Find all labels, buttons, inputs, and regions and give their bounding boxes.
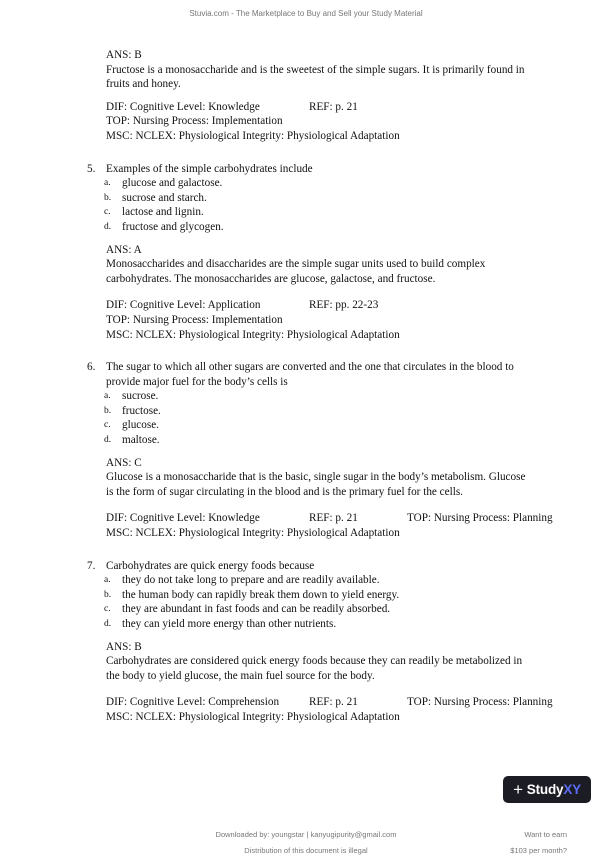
rationale-line: is the form of sugar circulating in the blood and is the primary fuel for the cells. <box>106 485 463 498</box>
meta-msc: MSC: NCLEX: Physiological Integrity: Physiological Adaptation <box>106 527 400 540</box>
option-letter: a. <box>104 178 111 189</box>
answer-key: ANS: C <box>106 456 142 469</box>
option-text: fructose and glycogen. <box>122 220 224 233</box>
stem-line: Examples of the simple carbohydrates include <box>106 162 313 175</box>
option-text: they do not take long to prepare and are readily available. <box>122 574 380 587</box>
option-text: they are abundant in fast foods and can be readily absorbed. <box>122 603 391 616</box>
option-a <box>87 176 577 191</box>
stem-line: The sugar to which all other sugars are converted and the one that circulates in the blood to <box>106 361 514 374</box>
meta-ref: REF: p. 21 <box>309 100 358 113</box>
meta-block <box>106 298 577 342</box>
option-text: lactose and lignin. <box>122 206 204 219</box>
answer-block-q4 <box>106 48 577 144</box>
meta-msc: MSC: NCLEX: Physiological Integrity: Physiological Adaptation <box>106 710 400 723</box>
answer-block <box>106 456 577 541</box>
option-a <box>87 389 577 404</box>
option-c <box>87 602 577 617</box>
option-a <box>87 573 577 588</box>
meta-dif: DIF: Cognitive Level: Application <box>106 299 261 312</box>
meta-msc: MSC: NCLEX: Physiological Integrity: Physiological Adaptation <box>106 328 400 341</box>
question-5 <box>87 162 577 343</box>
meta-top: TOP: Nursing Process: Planning <box>407 512 553 525</box>
answer-block <box>106 243 577 343</box>
question-stem <box>87 360 577 389</box>
option-text: sucrose. <box>122 390 159 403</box>
option-letter: d. <box>104 619 112 629</box>
earn-link-line1[interactable]: Want to earn <box>524 830 567 839</box>
option-text: glucose and galactose. <box>122 177 223 190</box>
option-text: they can yield more energy than other nutrients. <box>122 618 337 630</box>
meta-block <box>106 511 577 540</box>
option-letter: b. <box>104 589 112 600</box>
option-text: sucrose and starch. <box>122 191 207 204</box>
option-letter: d. <box>104 221 112 232</box>
option-c <box>87 205 577 220</box>
option-d <box>87 220 577 235</box>
meta-dif: DIF: Cognitive Level: Knowledge <box>106 100 260 113</box>
option-letter: c. <box>104 207 111 218</box>
answer-key: ANS: A <box>106 243 142 256</box>
meta-msc: MSC: NCLEX: Physiological Integrity: Physiological Adaptation <box>106 129 400 142</box>
option-text: fructose. <box>122 404 161 417</box>
option-letter: d. <box>104 435 112 446</box>
option-letter: a. <box>104 391 111 402</box>
option-c <box>87 418 577 433</box>
option-text: the human body can rapidly break them down to yield energy. <box>122 588 400 601</box>
option-letter: a. <box>104 575 111 586</box>
option-text: maltose. <box>122 434 160 447</box>
answer-key: ANS: B <box>106 640 142 653</box>
stem-line: provide major fuel for the body’s cells is <box>106 375 288 388</box>
option-b <box>87 191 577 206</box>
question-number: 7. <box>87 559 96 572</box>
option-d <box>87 433 577 448</box>
downloaded-by-text: Downloaded by: youngstar | kanyugipurity@gmail.com <box>215 830 397 839</box>
question-7 <box>87 559 577 725</box>
meta-ref: REF: p. 21 <box>309 696 358 709</box>
meta-block <box>106 100 577 144</box>
meta-ref: REF: p. 21 <box>309 512 358 525</box>
meta-top: TOP: Nursing Process: Planning <box>407 696 553 709</box>
question-stem <box>87 162 577 177</box>
distribution-illegal-text: Distribution of this document is illegal <box>244 846 368 855</box>
rationale-line: the body to yield glucose, the main fuel source for the body. <box>106 669 375 682</box>
rationale-line: Glucose is a monosaccharide that is the basic, single sugar in the body’s metabolism. Glucose <box>106 471 526 484</box>
rationale-line: Fructose is a monosaccharide and is the sweetest of the simple sugars. It is primarily found in <box>106 63 525 76</box>
rationale-line: fruits and honey. <box>106 78 181 91</box>
option-b <box>87 404 577 419</box>
meta-ref: REF: pp. 22-23 <box>309 299 379 312</box>
option-letter: b. <box>104 405 112 416</box>
option-text: glucose. <box>122 419 159 432</box>
brand-accent: XY <box>563 782 581 797</box>
document-body <box>87 48 577 725</box>
rationale-line: Carbohydrates are considered quick energy foods because they can readily be metabolized in <box>106 655 523 668</box>
rationale-line: carbohydrates. The monosaccharides are glucose, galactose, and fructose. <box>106 272 436 285</box>
studyxy-badge[interactable] <box>503 776 591 803</box>
meta-dif: DIF: Cognitive Level: Comprehension <box>106 696 280 709</box>
option-letter: c. <box>104 604 111 615</box>
question-number: 5. <box>87 162 96 175</box>
answer-key: ANS: B <box>106 49 142 61</box>
question-6 <box>87 360 577 541</box>
option-b <box>87 588 577 603</box>
page-header: Stuvia.com - The Marketplace to Buy and Sell your Study Material <box>189 9 423 18</box>
option-letter: b. <box>104 192 112 203</box>
brand-main: Study <box>526 782 564 797</box>
question-number: 6. <box>87 361 96 374</box>
stem-line: Carbohydrates are quick energy foods because <box>106 559 315 572</box>
meta-top: TOP: Nursing Process: Implementation <box>106 313 283 326</box>
meta-block <box>106 695 577 724</box>
plus-icon: + <box>513 780 523 799</box>
rationale-line: Monosaccharides and disaccharides are the simple sugar units used to build complex <box>106 258 486 271</box>
answer-block <box>106 640 577 725</box>
earn-link-line2[interactable]: $103 per month? <box>510 846 567 855</box>
meta-top: TOP: Nursing Process: Implementation <box>106 115 283 128</box>
option-letter: c. <box>104 420 111 431</box>
meta-dif: DIF: Cognitive Level: Knowledge <box>106 512 260 525</box>
question-stem <box>87 559 577 574</box>
option-d <box>87 617 577 632</box>
